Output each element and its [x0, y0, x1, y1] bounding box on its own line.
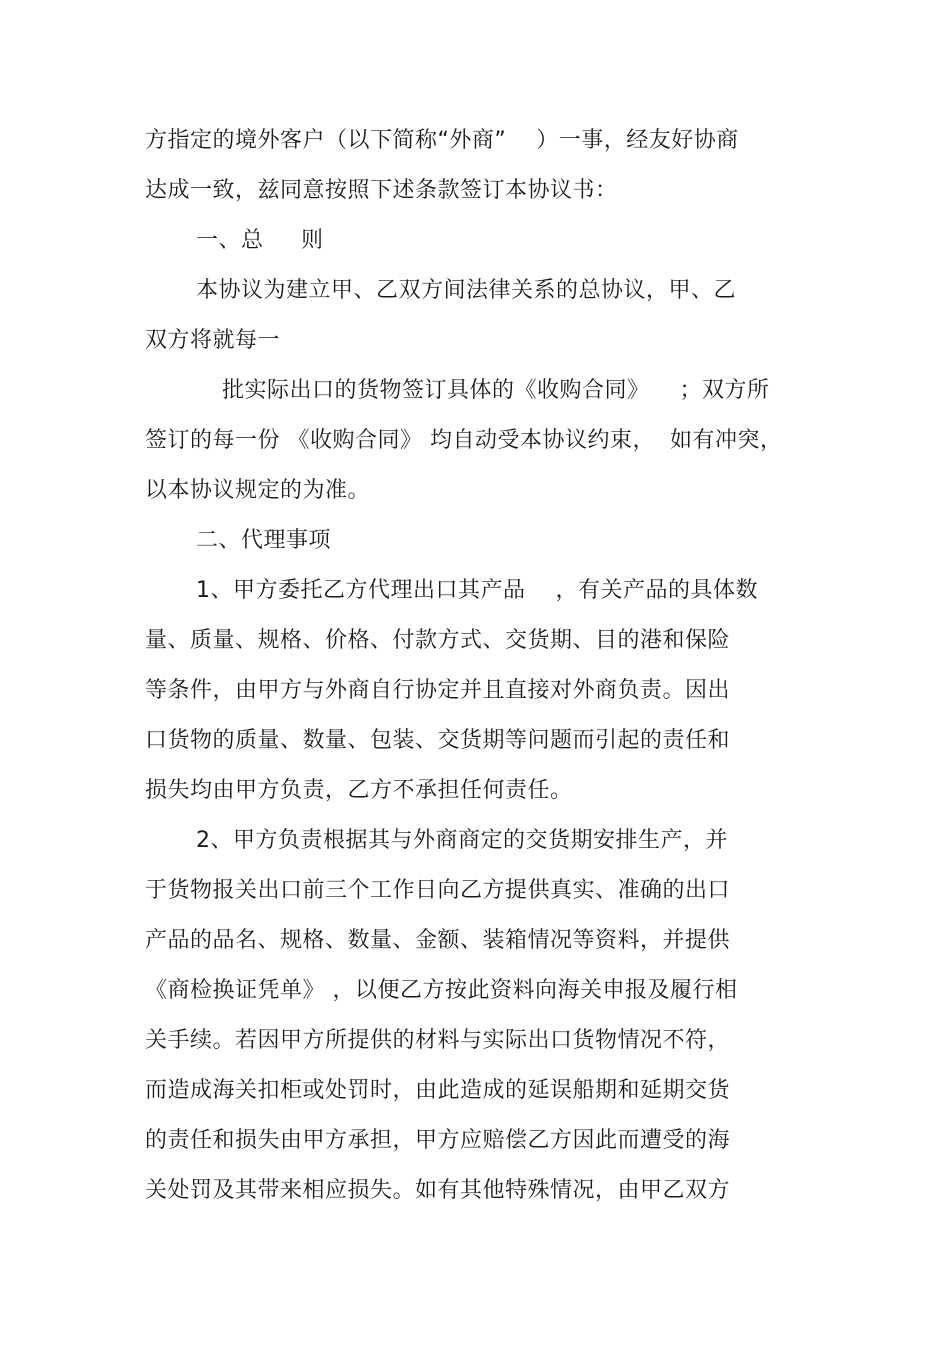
- text-line-15: 2、甲方负责根据其与外商商定的交货期安排生产，并: [196, 828, 728, 853]
- text-line-21: 的责任和损失由甲方承担，甲方应赔偿乙方因此而遭受的海: [145, 1128, 731, 1153]
- text-line-20: 而造成海关扣柜或处罚时，由此造成的延误船期和延期交货: [145, 1078, 731, 1103]
- text-line-19: 关手续。若因甲方所提供的材料与实际出口货物情况不符，: [145, 1028, 731, 1053]
- text-line-8: 以本协议规定的为准。: [145, 478, 371, 503]
- text-line-6: 批实际出口的货物签订具体的《收购合同》 ；双方所: [222, 378, 770, 403]
- text-line-13: 口货物的质量、数量、包装、交货期等问题而引起的责任和: [145, 728, 731, 753]
- text-line-1: 方指定的境外客户（以下简称“外商” ）一事，经友好协商: [145, 128, 739, 153]
- text-line-7: 签订的每一份 《收购合同》 均自动受本协议约束， 如有冲突，: [145, 428, 783, 453]
- text-line-16: 于货物报关出口前三个工作日向乙方提供真实、准确的出口: [145, 878, 731, 903]
- text-line-4: 本协议为建立甲、乙双方间法律关系的总协议，甲、乙: [196, 278, 737, 303]
- text-line-10: 1、甲方委托乙方代理出口其产品 ，有关产品的具体数: [196, 578, 758, 603]
- text-line-17: 产品的品名、规格、数量、金额、装箱情况等资料，并提供: [145, 928, 731, 953]
- text-line-22: 关处罚及其带来相应损失。如有其他特殊情况，由甲乙双方: [145, 1178, 731, 1203]
- text-line-14: 损失均由甲方负责，乙方不承担任何责任。: [145, 778, 573, 803]
- section-heading-agency: 二、代理事项: [196, 528, 332, 553]
- text-line-5: 双方将就每一: [145, 328, 281, 353]
- text-line-12: 等条件，由甲方与外商自行协定并且直接对外商负责。因出: [145, 678, 731, 703]
- text-line-2: 达成一致，兹同意按照下述条款签订本协议书：: [145, 178, 618, 203]
- section-heading-general: 一、总 则: [196, 228, 324, 253]
- text-line-18: 《商检换证凭单》 ，以便乙方按此资料向海关申报及履行相: [145, 978, 738, 1003]
- text-line-11: 量、质量、规格、价格、付款方式、交货期、目的港和保险: [145, 628, 731, 653]
